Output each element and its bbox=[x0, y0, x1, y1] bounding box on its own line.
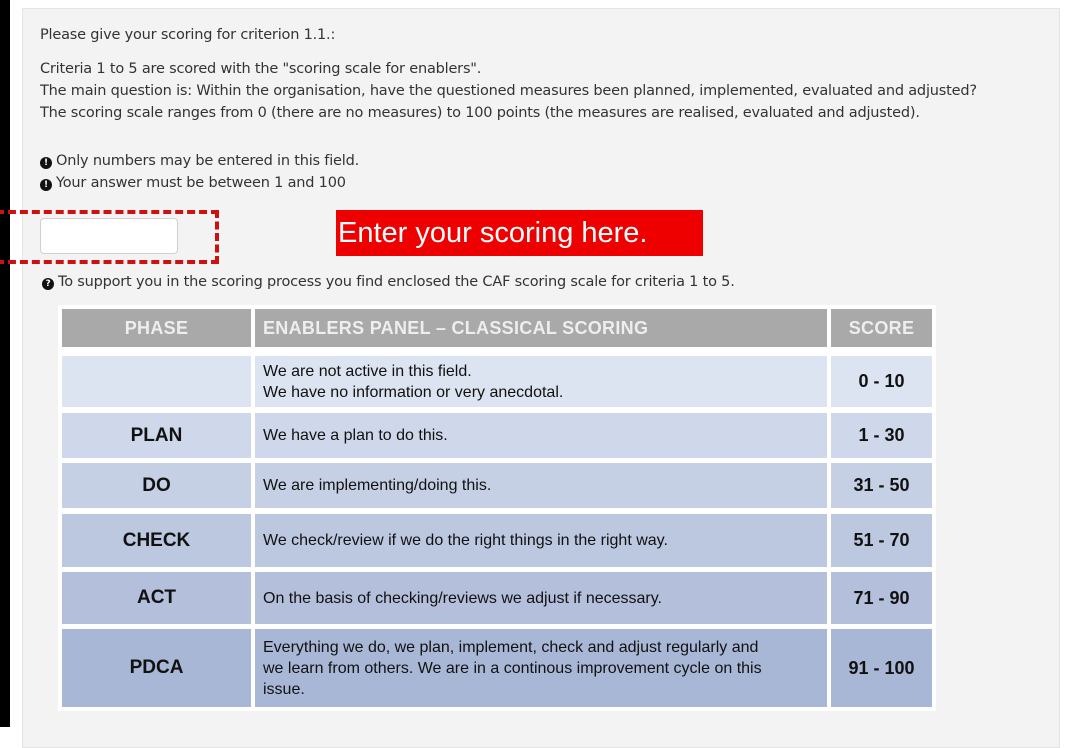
row-score: 31 - 50 bbox=[831, 463, 932, 508]
help-text: To support you in the scoring process you find enclosed the CAF scoring scale for criteria 1 to 5. bbox=[58, 274, 735, 290]
row-description: We are implementing/doing this. bbox=[255, 463, 827, 508]
validation-tip-range-text: Your answer must be between 1 and 100 bbox=[56, 175, 346, 191]
callout-label: Enter your scoring here. bbox=[336, 210, 703, 256]
row-description-line: issue. bbox=[263, 680, 305, 698]
intro-line-2: The main question is: Within the organisation, have the questioned measures been planned, implemented, evaluated and adjusted? bbox=[40, 83, 977, 99]
left-edge-bar bbox=[0, 0, 10, 727]
row-description-line: Everything we do, we plan, implement, check and adjust regularly and bbox=[263, 638, 759, 656]
header-panel: ENABLERS PANEL – CLASSICAL SCORING bbox=[255, 309, 827, 347]
question-circle-icon: ? bbox=[42, 278, 54, 290]
help-text-line bbox=[42, 274, 735, 290]
header-score: SCORE bbox=[831, 309, 932, 347]
row-description-line: We have no information or very anecdotal. bbox=[263, 383, 564, 401]
intro-line-1: Criteria 1 to 5 are scored with the "scoring scale for enablers". bbox=[40, 61, 482, 77]
row-description bbox=[255, 629, 827, 707]
intro-line-3: The scoring scale ranges from 0 (there are no measures) to 100 points (the measures are realised, evaluated and adjusted). bbox=[40, 105, 920, 121]
row-description: We check/review if we do the right things in the right way. bbox=[255, 514, 827, 567]
row-phase: DO bbox=[62, 463, 251, 508]
row-phase: PDCA bbox=[62, 629, 251, 707]
exclamation-circle-icon: ! bbox=[40, 157, 52, 169]
row-score: 71 - 90 bbox=[831, 572, 932, 624]
validation-tip-range bbox=[40, 175, 346, 191]
row-score: 51 - 70 bbox=[831, 514, 932, 567]
row-description-line: we learn from others. We are in a continous improvement cycle on this bbox=[263, 659, 762, 677]
row-score: 1 - 30 bbox=[831, 413, 932, 458]
row-phase bbox=[62, 356, 251, 407]
row-phase: CHECK bbox=[62, 514, 251, 567]
row-description-line: We are not active in this field. bbox=[263, 362, 472, 380]
header-phase: PHASE bbox=[62, 309, 251, 347]
row-score: 91 - 100 bbox=[831, 629, 932, 707]
row-description: We have a plan to do this. bbox=[255, 413, 827, 458]
question-title: Please give your scoring for criterion 1.1.: bbox=[40, 27, 336, 43]
row-description bbox=[255, 356, 827, 407]
validation-tip-numbers-text: Only numbers may be entered in this field. bbox=[56, 153, 359, 169]
row-description: On the basis of checking/reviews we adjust if necessary. bbox=[255, 572, 827, 624]
caf-scoring-scale-table bbox=[58, 305, 936, 711]
row-score: 0 - 10 bbox=[831, 356, 932, 407]
exclamation-circle-icon: ! bbox=[40, 179, 52, 191]
row-phase: ACT bbox=[62, 572, 251, 624]
row-phase: PLAN bbox=[62, 413, 251, 458]
validation-tip-numbers bbox=[40, 153, 359, 169]
score-input[interactable] bbox=[40, 218, 178, 254]
